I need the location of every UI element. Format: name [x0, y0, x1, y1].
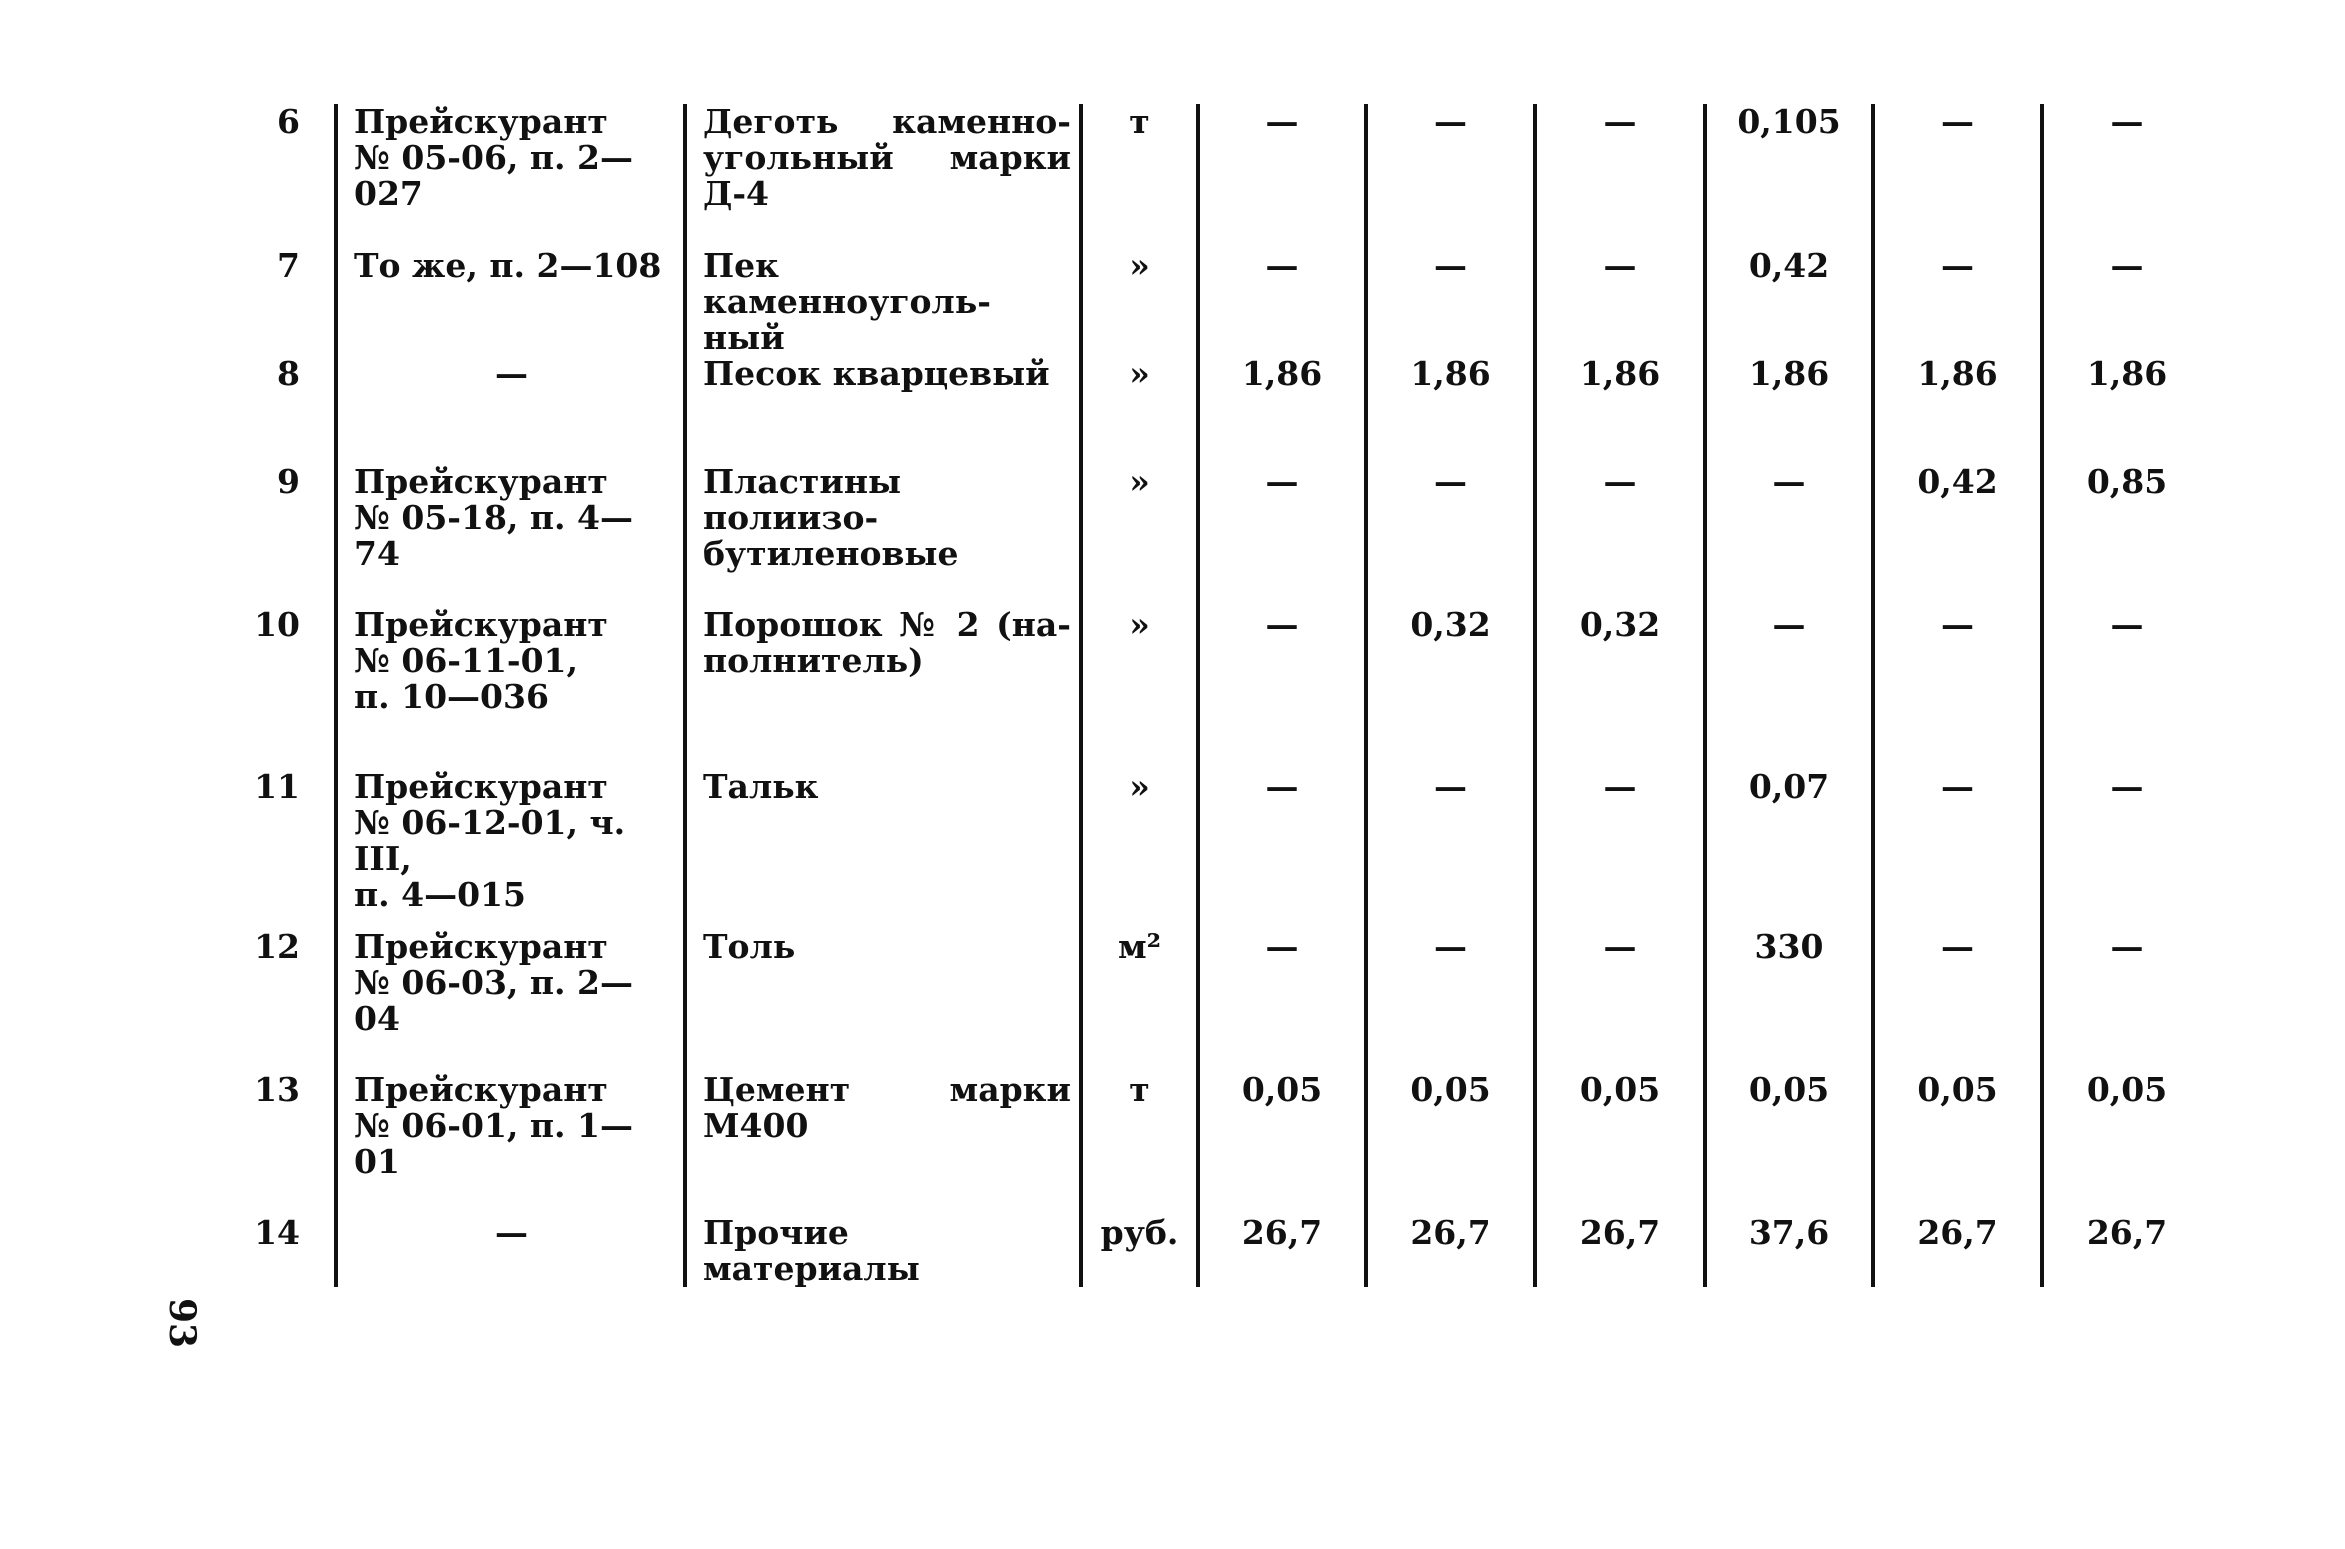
- table-row: [236, 607, 2210, 769]
- value-cell: —: [1705, 464, 1873, 607]
- unit: »: [1081, 607, 1198, 769]
- value-cell: —: [1198, 104, 1366, 248]
- price-list-ref: Прейскурант № 06-12-01, ч. III, п. 4—015: [336, 769, 685, 929]
- row-number: 10: [254, 605, 300, 644]
- value-cell: —: [1535, 104, 1705, 248]
- value-cell: 26,7: [2042, 1215, 2210, 1287]
- value-cell: 0,05: [1705, 1072, 1873, 1215]
- value-cell: 1,86: [2042, 356, 2210, 464]
- unit: т: [1081, 104, 1198, 248]
- table-row: [236, 464, 2210, 607]
- value-cell: 0,32: [1535, 607, 1705, 769]
- value-cell: —: [1198, 929, 1366, 1072]
- row-number: 7: [277, 246, 300, 285]
- row-number: 8: [277, 354, 300, 393]
- price-list-ref: Прейскурант № 06-11-01, п. 10—036: [336, 607, 685, 769]
- value-cell: 1,86: [1535, 356, 1705, 464]
- price-list-ref: Прейскурант № 05-18, п. 4—74: [336, 464, 685, 607]
- table-row: [236, 356, 2210, 464]
- value-cell: 0,32: [1366, 607, 1535, 769]
- value-cell: —: [1366, 929, 1535, 1072]
- value-cell: —: [1535, 248, 1705, 356]
- price-list-ref: —: [336, 356, 685, 464]
- value-cell: —: [1535, 769, 1705, 929]
- value-cell: —: [1535, 464, 1705, 607]
- value-cell: —: [1873, 929, 2042, 1072]
- price-list-ref: Прейскурант № 05-06, п. 2—027: [336, 104, 685, 248]
- table-row: [236, 769, 2210, 929]
- value-cell: 1,86: [1705, 356, 1873, 464]
- price-list-ref: То же, п. 2—108: [336, 248, 685, 356]
- value-cell: 26,7: [1366, 1215, 1535, 1287]
- value-cell: —: [1198, 248, 1366, 356]
- table-row: [236, 248, 2210, 356]
- value-cell: —: [1366, 248, 1535, 356]
- value-cell: 0,05: [1535, 1072, 1705, 1215]
- table-row: [236, 104, 2210, 248]
- page-number: 93: [161, 1298, 203, 1349]
- value-cell: 0,42: [1705, 248, 1873, 356]
- value-cell: —: [2042, 929, 2210, 1072]
- value-cell: 0,85: [2042, 464, 2210, 607]
- table-row: [236, 929, 2210, 1072]
- value-cell: —: [1366, 769, 1535, 929]
- price-list-ref: Прейскурант № 06-01, п. 1—01: [336, 1072, 685, 1215]
- material-name: Порошок № 2 (на-полнитель): [685, 607, 1081, 769]
- material-name: Песок кварцевый: [685, 356, 1081, 464]
- value-cell: —: [2042, 607, 2210, 769]
- value-cell: 330: [1705, 929, 1873, 1072]
- value-cell: 0,42: [1873, 464, 2042, 607]
- unit: »: [1081, 248, 1198, 356]
- value-cell: 1,86: [1198, 356, 1366, 464]
- row-number: 9: [277, 462, 300, 501]
- value-cell: —: [1366, 104, 1535, 248]
- value-cell: 0,05: [1873, 1072, 2042, 1215]
- material-name: Пек каменноуголь-ный: [685, 248, 1081, 356]
- price-list-ref: —: [336, 1215, 685, 1287]
- value-cell: 0,05: [1198, 1072, 1366, 1215]
- unit: »: [1081, 464, 1198, 607]
- value-cell: —: [2042, 248, 2210, 356]
- value-cell: —: [2042, 104, 2210, 248]
- material-name: Тальк: [685, 769, 1081, 929]
- value-cell: —: [1873, 607, 2042, 769]
- value-cell: —: [1535, 929, 1705, 1072]
- value-cell: 0,05: [1366, 1072, 1535, 1215]
- value-cell: —: [1198, 464, 1366, 607]
- row-number: 13: [254, 1070, 300, 1109]
- value-cell: 26,7: [1873, 1215, 2042, 1287]
- row-number: 14: [254, 1213, 300, 1252]
- value-cell: —: [2042, 769, 2210, 929]
- value-cell: 0,07: [1705, 769, 1873, 929]
- value-cell: 26,7: [1198, 1215, 1366, 1287]
- value-cell: 0,105: [1705, 104, 1873, 248]
- row-number: 12: [254, 927, 300, 966]
- material-name: Прочие материалы: [685, 1215, 1081, 1287]
- table-row: [236, 1215, 2210, 1287]
- unit: т: [1081, 1072, 1198, 1215]
- unit: »: [1081, 769, 1198, 929]
- value-cell: —: [1873, 769, 2042, 929]
- material-name: Деготь каменно-угольный марки Д-4: [685, 104, 1081, 248]
- materials-table: [236, 104, 2210, 1287]
- value-cell: 1,86: [1873, 356, 2042, 464]
- value-cell: 1,86: [1366, 356, 1535, 464]
- table-row: [236, 1072, 2210, 1215]
- row-number: 11: [254, 767, 300, 806]
- unit: руб.: [1081, 1215, 1198, 1287]
- material-name: Цемент марки М400: [685, 1072, 1081, 1215]
- value-cell: —: [1198, 769, 1366, 929]
- unit: »: [1081, 356, 1198, 464]
- value-cell: 0,05: [2042, 1072, 2210, 1215]
- value-cell: —: [1873, 248, 2042, 356]
- value-cell: —: [1705, 607, 1873, 769]
- material-name: Толь: [685, 929, 1081, 1072]
- value-cell: —: [1366, 464, 1535, 607]
- unit: м²: [1081, 929, 1198, 1072]
- value-cell: —: [1198, 607, 1366, 769]
- row-number: 6: [277, 102, 300, 141]
- value-cell: 37,6: [1705, 1215, 1873, 1287]
- material-name: Пластины полиизо-бутиленовые: [685, 464, 1081, 607]
- value-cell: 26,7: [1535, 1215, 1705, 1287]
- value-cell: —: [1873, 104, 2042, 248]
- price-list-ref: Прейскурант № 06-03, п. 2—04: [336, 929, 685, 1072]
